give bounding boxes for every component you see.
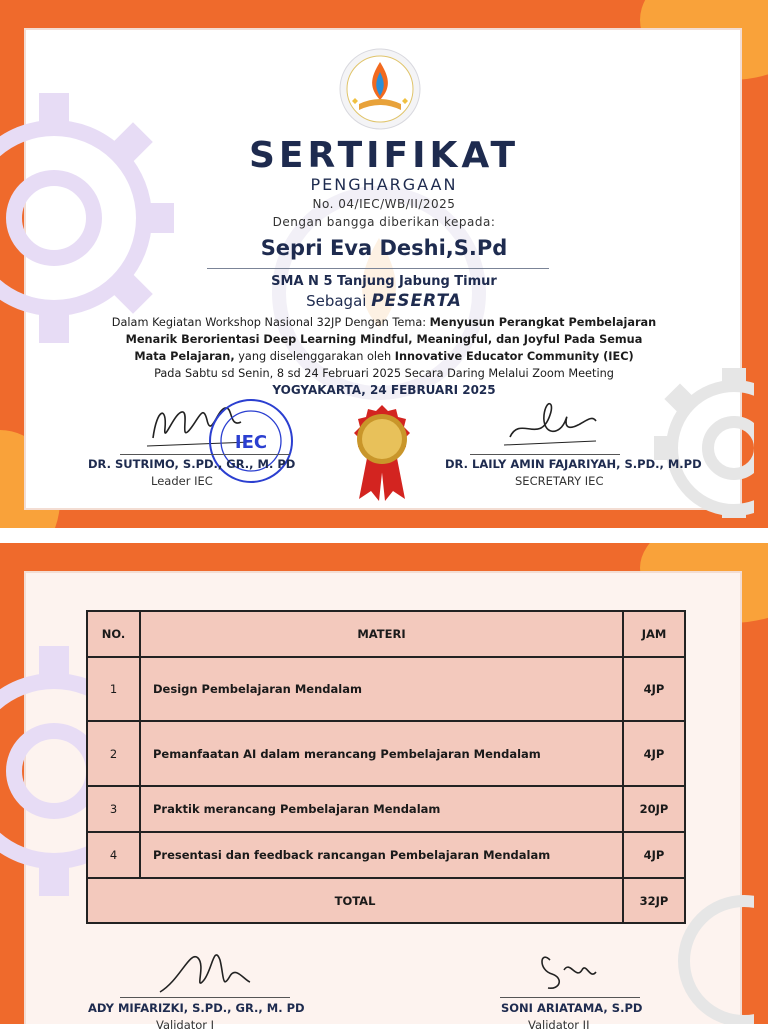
table-row [87,721,685,786]
presented-to-label: Dengan bangga diberikan kepada: [272,215,496,229]
as-label: Sebagai [306,292,367,310]
signature-line [470,454,620,455]
row-jam: 4JP [623,832,685,878]
column-header-jam: JAM [623,611,685,657]
gear-watermark-icon [624,358,754,518]
table-row [87,786,685,832]
row-number: 3 [87,786,140,832]
page-separator [0,528,768,543]
validator-name: ADY MIFARIZKI, S.PD., GR., M. PD [88,1001,305,1015]
organizer-name: Innovative Educator Community (IEC) [394,350,634,363]
signature-line [500,997,640,998]
table-row [87,832,685,878]
certificate-body-text [110,314,658,382]
certificate-subtitle: PENGHARGAAN [310,175,458,194]
signature-icon [530,940,610,1000]
school-name: SMA N 5 Tanjung Jabung Timur [271,274,497,289]
table-header-row [87,611,685,657]
body-text-organizer-intro: yang diselenggarakan oleh [234,350,395,363]
name-underline [207,268,549,269]
column-header-materi: MATERI [140,611,623,657]
workshop-theme: Menyusun Perangkat Pembelajaran Menarik Berorientasi Deep Learning Mindful, Meaningful, dan Joyful Pada Semua Mata Pelajaran, [125,316,657,363]
signatory-role: Leader IEC [151,474,213,488]
table-total-row [87,878,685,923]
signature-line [120,454,290,455]
role-line [0,291,768,311]
row-jam: 4JP [623,657,685,721]
iec-logo-icon [339,48,421,130]
column-header-no: NO. [87,611,140,657]
total-label: TOTAL [87,878,623,923]
signatory-name: DR. SUTRIMO, S.PD., GR., M. PD [88,457,296,471]
stamp-text: IEC [234,432,268,453]
row-number: 2 [87,721,140,786]
row-materi: Praktik merancang Pembelajaran Mendalam [140,786,623,832]
signature-icon [150,940,260,1000]
row-materi: Pemanfaatan AI dalam merancang Pembelajaran Mendalam [140,721,623,786]
iec-stamp-icon [207,397,295,485]
body-text-intro: Dalam Kegiatan Workshop Nasional 32JP Dengan Tema: [111,316,430,329]
signature-line [120,997,290,998]
validator-role: Validator I [156,1018,215,1032]
certificate-title: SERTIFIKAT [248,135,520,176]
signatory-name: DR. LAILY AMIN FAJARIYAH, S.PD., M.PD [445,457,702,471]
recipient-name: Sepri Eva Deshi,S.Pd [260,236,508,260]
table-row [87,657,685,721]
gold-medal-icon [345,403,419,503]
event-schedule: Pada Sabtu sd Senin, 8 sd 24 Februari 2025 Secara Daring Melalui Zoom Meeting [154,367,614,380]
place-date: YOGYAKARTA, 24 FEBRUARI 2025 [272,383,496,397]
validator-name: SONI ARIATAMA, S.PD [501,1001,643,1015]
materi-table [86,610,686,924]
validator-role: Validator II [528,1018,590,1032]
certificate-number: No. 04/IEC/WB/II/2025 [312,197,456,211]
row-number: 4 [87,832,140,878]
row-jam: 20JP [623,786,685,832]
signature-icon [500,395,600,460]
role-label: PESERTA [371,291,462,311]
row-number: 1 [87,657,140,721]
signatory-role: SECRETARY IEC [515,474,604,488]
row-materi: Presentasi dan feedback rancangan Pembelajaran Mendalam [140,832,623,878]
row-materi: Design Pembelajaran Mendalam [140,657,623,721]
row-jam: 4JP [623,721,685,786]
total-value: 32JP [623,878,685,923]
